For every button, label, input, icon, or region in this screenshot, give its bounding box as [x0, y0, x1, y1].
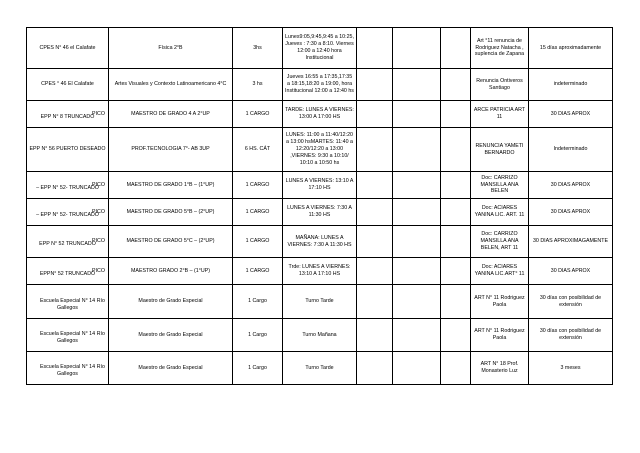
schedule-cell: LUNES A VIERNES: 13:10 A 17:10 HS: [283, 172, 357, 199]
establishment-cell: [27, 101, 109, 128]
position-cell: MAESTRO DE GRADO 1°B – (1°UP): [109, 172, 233, 199]
empty-cell: [357, 172, 393, 199]
establishment-name: EPPN° 52 TRUNCADO: [39, 270, 96, 277]
position-cell: MAESTRO DE GRADO 5°C – (2°UP): [109, 226, 233, 258]
empty-cell: [357, 28, 393, 69]
empty-cell: [357, 319, 393, 352]
vacancies-table: [26, 27, 613, 385]
schedule-cell: Lunes9:05,9:45,9:45 a 10:25, Jueves : 7:30 a 8:10. Viernes 12:00 a 12:40 hora Institucional: [283, 28, 357, 69]
position-cell: Maestro de Grado Especial: [109, 285, 233, 319]
schedule-cell: Trde: LUNES A VIERNES: 13:10 A 17:10 HS: [283, 258, 357, 285]
reason-cell: Renuncia Ontiveros Santiago: [471, 69, 529, 101]
hours-cell: 1 Cargo: [233, 352, 283, 385]
hours-cell: 1 CARGO: [233, 101, 283, 128]
establishment-locality: Río: [96, 331, 105, 338]
table-row: [27, 128, 613, 172]
table-row: [27, 69, 613, 101]
establishment-name: Escuela Especial N° 14 Gallegos: [39, 331, 96, 344]
establishment-name: CPES N° 46 el Calafate: [39, 44, 96, 51]
empty-cell: [441, 28, 471, 69]
empty-cell: [393, 101, 441, 128]
table-row: [27, 172, 613, 199]
empty-cell: [441, 128, 471, 172]
schedule-cell: LUNES: 11:00 a 11:40/12:20 a 13:00 hsMARTES: 11:40 a 12:20/12:20 a 13:00 ,VIERNES: 9:30 a 10:10/ 10:10 a 10:50 hs: [283, 128, 357, 172]
position-cell: Maestro de Grado Especial: [109, 319, 233, 352]
position-cell: Física 2°B: [109, 28, 233, 69]
empty-cell: [393, 285, 441, 319]
empty-cell: [357, 352, 393, 385]
establishment-locality: PICO: [92, 237, 105, 244]
empty-cell: [357, 258, 393, 285]
duration-cell: 30 DIAS APROX: [529, 199, 613, 226]
empty-cell: [393, 69, 441, 101]
empty-cell: [357, 128, 393, 172]
reason-cell: ART N° 18 Prof. Monasterio Luz: [471, 352, 529, 385]
hours-cell: 1 Cargo: [233, 285, 283, 319]
hours-cell: 1 CARGO: [233, 258, 283, 285]
empty-cell: [357, 226, 393, 258]
establishment-name: – EPP N° 52- TRUNCADO: [36, 184, 99, 191]
reason-cell: ART N° 11 Rodriguez Paola: [471, 319, 529, 352]
empty-cell: [393, 128, 441, 172]
empty-cell: [393, 226, 441, 258]
establishment-cell: [27, 226, 109, 258]
schedule-cell: Jueves 16:55 a 17:35,17:35 a 18:15,18:20 a 19:00, hora Institucional 12:00 a 12:40 hs: [283, 69, 357, 101]
hours-cell: 1 CARGO: [233, 199, 283, 226]
hours-cell: 1 Cargo: [233, 319, 283, 352]
position-cell: PROF.TECNOLOGIA 7°- AB 3UP: [109, 128, 233, 172]
schedule-cell: TARDE: LUNES A VIERNES: 13:00 A 17:00 HS: [283, 101, 357, 128]
duration-cell: 3 meses: [529, 352, 613, 385]
establishment-name: – EPP N° 52- TRUNCADO: [36, 211, 99, 218]
establishment-cell: [27, 128, 109, 172]
position-cell: Artes Visuales y Contexto Latinoamericano 4°C: [109, 69, 233, 101]
table-row: [27, 319, 613, 352]
reason-cell: Doc: ACIARES YANINA LIC. ART. 11: [471, 199, 529, 226]
position-cell: Maestro de Grado Especial: [109, 352, 233, 385]
schedule-cell: LUNES A VIERNES: 7:30 A 11:30 HS: [283, 199, 357, 226]
empty-cell: [441, 352, 471, 385]
empty-cell: [441, 172, 471, 199]
vacancies-table-body: [27, 28, 613, 385]
empty-cell: [357, 101, 393, 128]
duration-cell: 30 DIAS APROX: [529, 172, 613, 199]
empty-cell: [357, 285, 393, 319]
establishment-cell: [27, 28, 109, 69]
schedule-cell: Turno Tarde: [283, 352, 357, 385]
empty-cell: [441, 258, 471, 285]
reason-cell: ARCE PATRICIA ART 11: [471, 101, 529, 128]
schedule-cell: MAÑANA: LUNES A VIERNES: 7:30 A 11:30 HS: [283, 226, 357, 258]
establishment-cell: [27, 319, 109, 352]
empty-cell: [441, 226, 471, 258]
table-row: [27, 258, 613, 285]
duration-cell: Indeterminado: [529, 128, 613, 172]
establishment-locality: PICO: [92, 267, 105, 274]
establishment-cell: [27, 172, 109, 199]
empty-cell: [393, 258, 441, 285]
table-row: [27, 28, 613, 69]
establishment-name: Escuela Especial N° 14 Gallegos: [39, 297, 96, 311]
empty-cell: [393, 319, 441, 352]
hours-cell: 3 hs: [233, 69, 283, 101]
empty-cell: [393, 199, 441, 226]
empty-cell: [441, 101, 471, 128]
empty-cell: [357, 199, 393, 226]
table-row: [27, 285, 613, 319]
duration-cell: 30 DIAS APROXIMAGAMENTE: [529, 226, 613, 258]
hours-cell: 6 HS. CÁT: [233, 128, 283, 172]
establishment-locality: Río: [96, 297, 105, 304]
establishment-locality: PICO: [92, 110, 105, 117]
position-cell: MAESTRO DE GRADO 4 A 2°UP: [109, 101, 233, 128]
reason-cell: Art °11 renuncia de Rodriguez Natacha , suplencia de Zapana: [471, 28, 529, 69]
establishment-locality: Río: [96, 364, 105, 371]
establishment-name: CPES ° 46 El Calafate: [41, 81, 94, 88]
hours-cell: 3hs: [233, 28, 283, 69]
empty-cell: [393, 172, 441, 199]
establishment-cell: [27, 258, 109, 285]
establishment-name: EPP N° 56 PUERTO DESEADO: [29, 146, 106, 153]
table-row: [27, 352, 613, 385]
establishment-cell: [27, 352, 109, 385]
position-cell: MAESTRO DE GRADO 5°B – (2°UP): [109, 199, 233, 226]
reason-cell: Doc: ACIARES YANINA LIC.ART° 11: [471, 258, 529, 285]
establishment-name: EPP N° 52 TRUNCADO: [39, 241, 96, 248]
establishment-locality: PICO: [92, 181, 105, 188]
empty-cell: [357, 69, 393, 101]
hours-cell: 1 CARGO: [233, 172, 283, 199]
empty-cell: [393, 28, 441, 69]
position-cell: MAESTRO GRADO 2°B – (1°UP): [109, 258, 233, 285]
duration-cell: 30 DIAS APROX: [529, 101, 613, 128]
table-row: [27, 199, 613, 226]
establishment-cell: [27, 285, 109, 319]
empty-cell: [441, 69, 471, 101]
table-row: [27, 101, 613, 128]
schedule-cell: Turno Tarde: [283, 285, 357, 319]
table-row: [27, 226, 613, 258]
establishment-cell: [27, 69, 109, 101]
duration-cell: 30 días con posibilidad de extensión: [529, 319, 613, 352]
empty-cell: [441, 199, 471, 226]
duration-cell: indeterminado: [529, 69, 613, 101]
empty-cell: [393, 352, 441, 385]
empty-cell: [441, 285, 471, 319]
reason-cell: RENUNCIA YAMETI BERNARDO: [471, 128, 529, 172]
establishment-name: EPP N° 8 TRUNCADO: [40, 113, 95, 120]
schedule-cell: Turno Mañana: [283, 319, 357, 352]
duration-cell: 15 días aproximadamente: [529, 28, 613, 69]
reason-cell: Doc: CARRIZO MANSILLA ANA BELEN: [471, 172, 529, 199]
reason-cell: ART N° 11 Rodriguez Paola: [471, 285, 529, 319]
hours-cell: 1 CARGO: [233, 226, 283, 258]
establishment-locality: PICO: [92, 208, 105, 215]
establishment-name: Escuela Especial N° 14 Gallegos: [39, 364, 96, 377]
duration-cell: 30 DIAS APROX: [529, 258, 613, 285]
duration-cell: 30 días con posibilidad de extensión: [529, 285, 613, 319]
empty-cell: [441, 319, 471, 352]
establishment-cell: [27, 199, 109, 226]
reason-cell: Doc: CARRIZO MANSILLA ANA BELEN, ART 11: [471, 226, 529, 258]
